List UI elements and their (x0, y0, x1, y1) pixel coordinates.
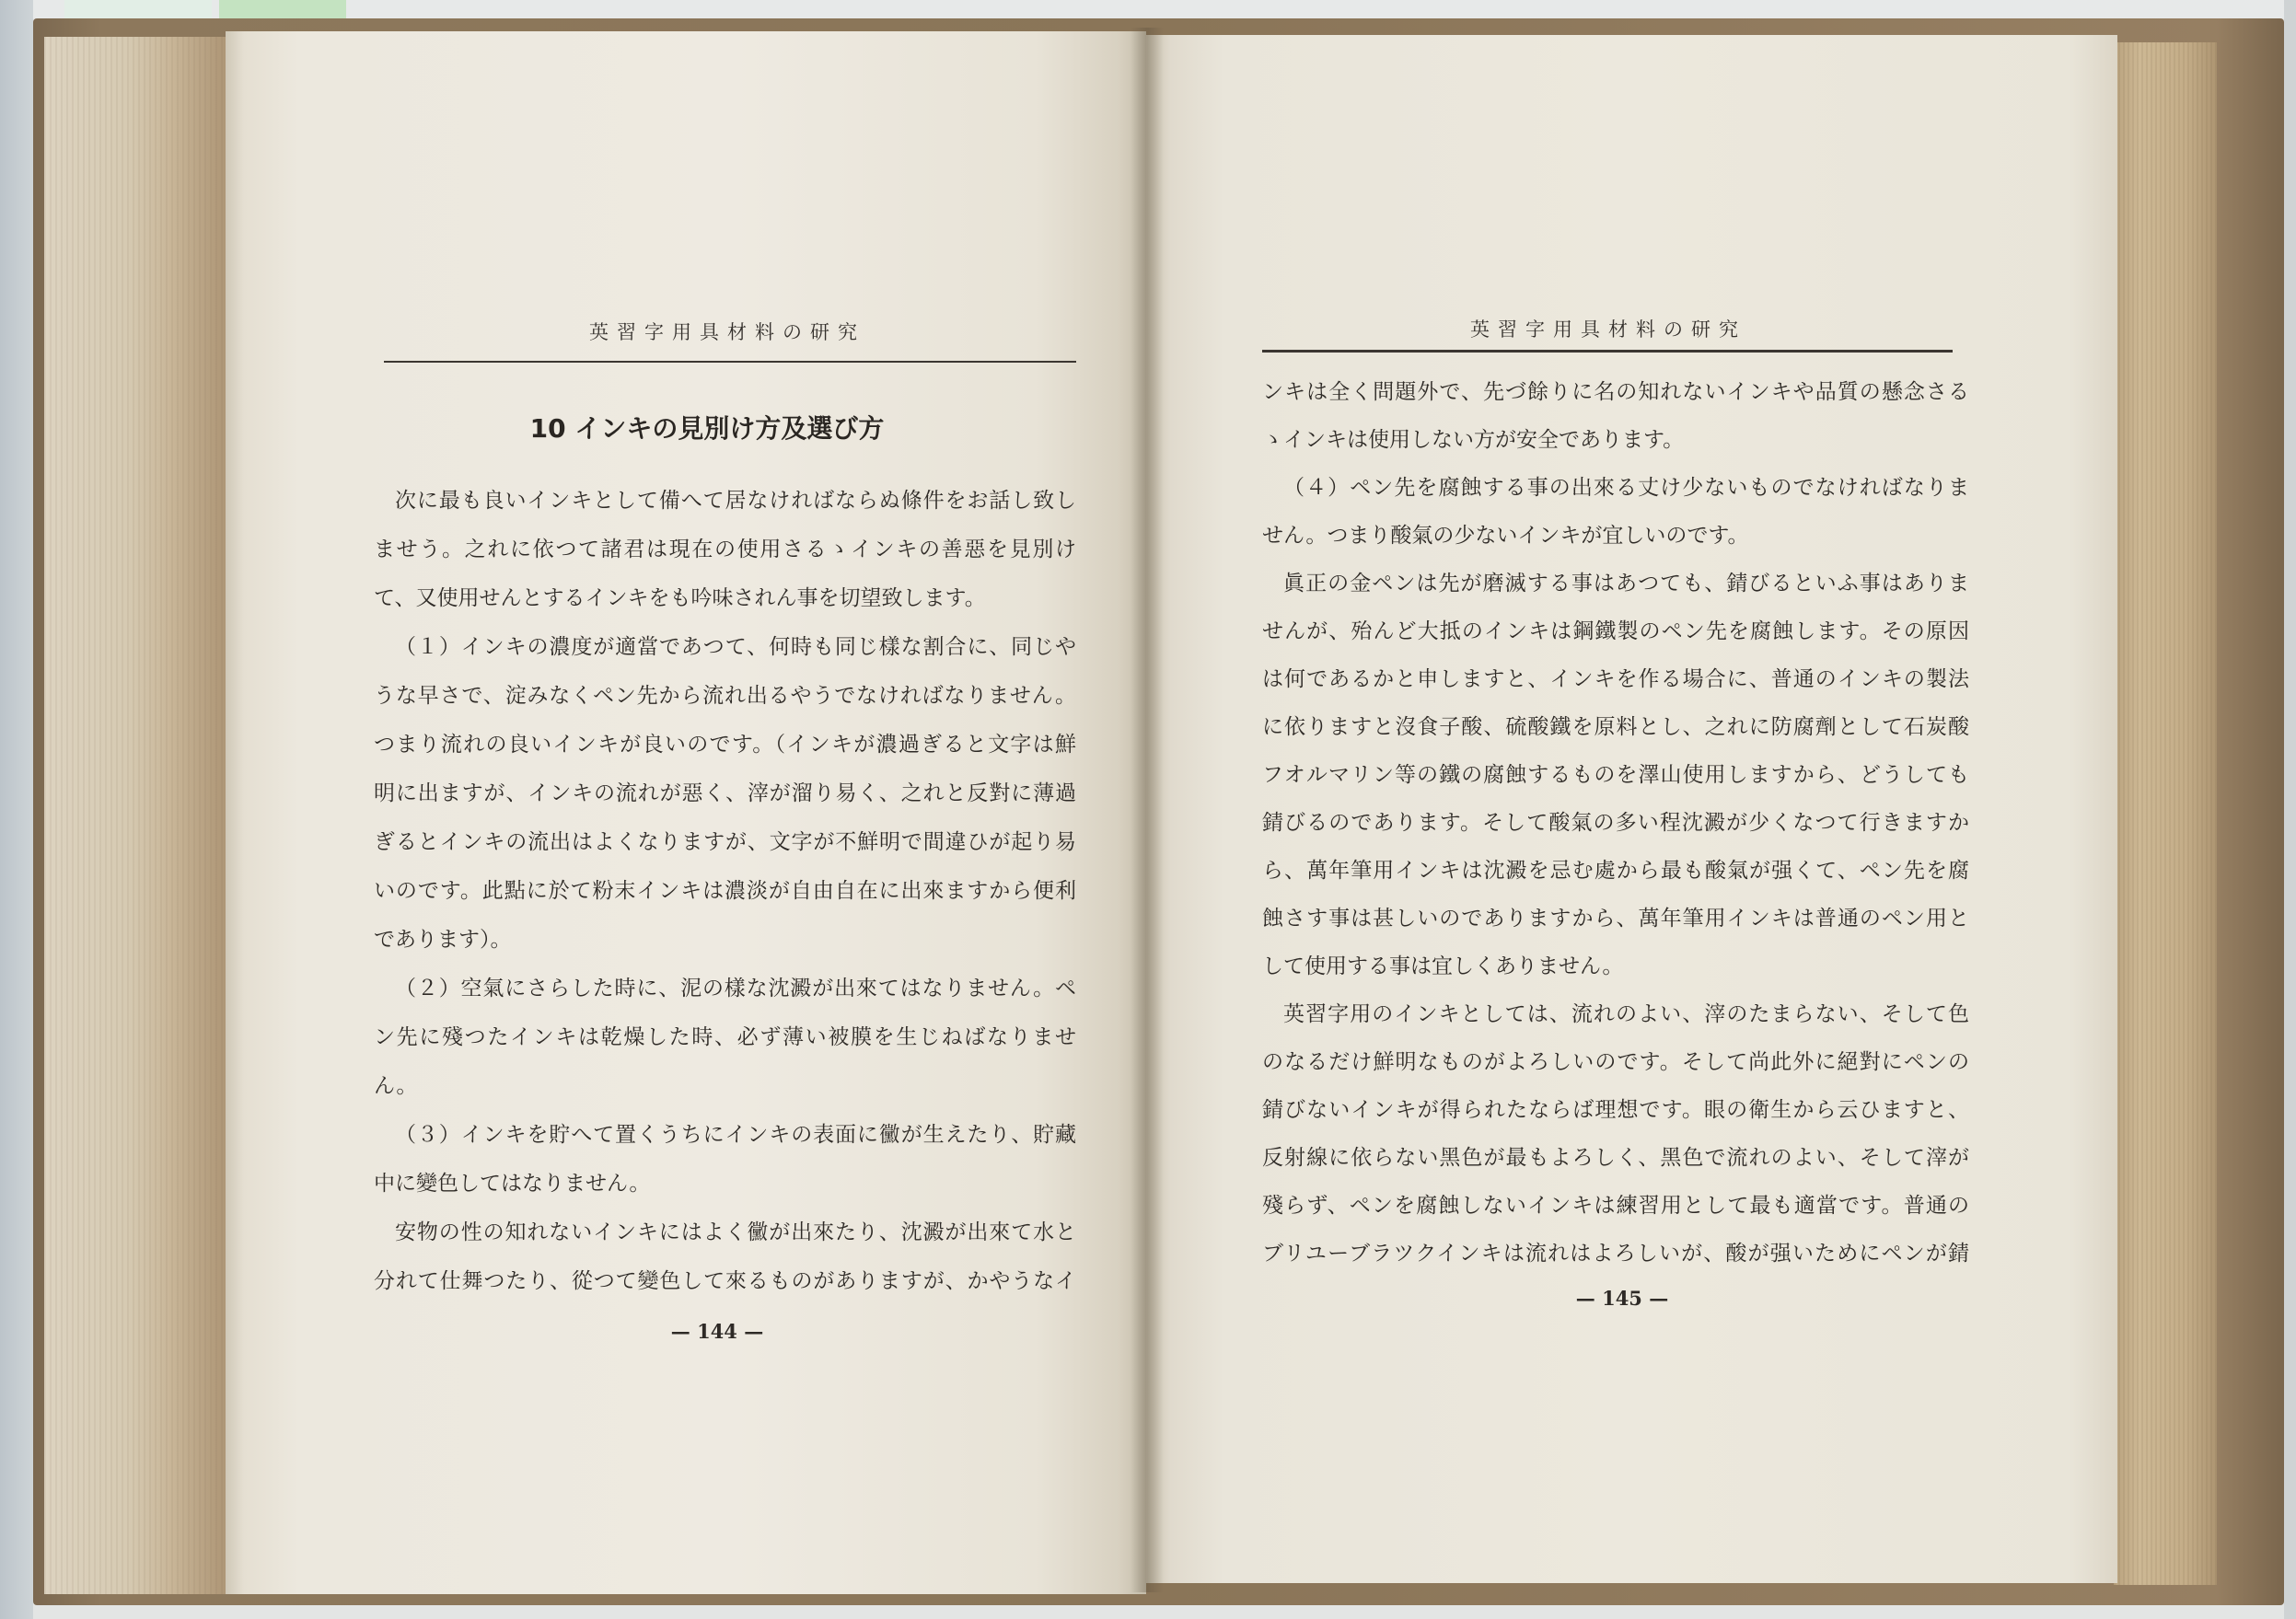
text-line: （２）空氣にさらした時に、泥の樣な沈澱が出來てはなりません。ペ (395, 977, 1076, 1000)
paragraph (1262, 464, 1969, 560)
text-line: つまり流れの良いインキが良いのです。（インキが濃過ぎると文字は鮮 (374, 733, 1076, 757)
paragraph (374, 623, 1076, 965)
text-line: ブリユーブラツクインキは流れはよろしいが、酸が强いためにペンが錆 (1262, 1242, 1969, 1266)
paragraph (374, 1208, 1076, 1306)
section-title: 10 インキの見別け方及選び方 (529, 413, 885, 444)
text-line: 安物の性の知れないインキにはよく黴が出來たり、沈澱が出來て水と (395, 1220, 1076, 1244)
text-line: して使用する事は宜しくありません。 (1262, 954, 1624, 978)
text-line: 錆びないインキが得られたならば理想です。眼の衛生から云ひますと、 (1262, 1098, 1969, 1122)
page-body (374, 477, 1076, 1306)
paragraph (374, 1111, 1076, 1208)
text-line: いのです。此點に於て粉末インキは濃淡が自由自在に出來ますから便利 (374, 879, 1076, 903)
paragraph (1262, 368, 1969, 464)
text-line: 分れて仕舞つたり、從つて變色して來るものがありますが、かやうなイ (374, 1269, 1076, 1293)
text-line: て、又使用せんとするインキをも吟味されん事を切望致します。 (374, 586, 986, 610)
gutter-shadow (1131, 28, 1164, 1592)
text-line: 蝕さす事は甚しいのでありますから、萬年筆用インキは普通のペン用と (1262, 907, 1969, 931)
text-line: 中に變色してはなりません。 (374, 1172, 651, 1196)
text-line: は何であるかと申しますと、インキを作る場合に、普通のインキの製法 (1262, 667, 1969, 691)
text-line: （３）インキを貯へて置くうちにインキの表面に黴が生えたり、貯藏 (395, 1123, 1076, 1147)
text-line: うな早さで、淀みなくペン先から流れ出るやうでなければなりません。 (374, 684, 1076, 708)
page-body (1262, 368, 1969, 1278)
text-line: せん。つまり酸氣の少ないインキが宜しいのです。 (1262, 524, 1749, 548)
text-line: （４）ペン先を腐蝕する事の出來る丈け少ないものでなければなりま (1283, 476, 1969, 500)
paragraph (374, 965, 1076, 1111)
text-line: ンキは全く問題外で、先づ餘りに名の知れないインキや品質の懸念さる (1262, 380, 1969, 404)
header-rule (1262, 350, 1953, 353)
text-line: 錆びるのであります。そして酸氣の多い程沈澱が少くなつて行きますか (1262, 811, 1969, 835)
text-line: 明に出ますが、インキの流れが惡く、滓が溜り易く、之れと反對に薄過 (374, 781, 1076, 805)
paragraph (1262, 560, 1969, 990)
text-line: 反射線に依らない黑色が最もよろしく、黑色で流れのよい、そして滓が (1262, 1146, 1969, 1170)
text-line: のなるだけ鮮明なものがよろしいのです。そして尚此外に絕對にペンの (1262, 1050, 1969, 1074)
text-line: であります）。 (374, 928, 512, 952)
right-page-edges (2114, 42, 2217, 1585)
text-line: （１）インキの濃度が適當であつて、何時も同じ樣な割合に、同じや (395, 635, 1076, 659)
text-line: 殘らず、ペンを腐蝕しないインキは練習用として最も適當です。普通の (1262, 1194, 1969, 1218)
table-surface-right (2284, 0, 2296, 1619)
running-header: 英習字用具材料の研究 (589, 321, 865, 343)
text-line: 眞正の金ペンは先が磨滅する事はあつても、錆びるといふ事はありま (1283, 572, 1969, 596)
text-line: ぎるとインキの流出はよくなりますが、文字が不鮮明で間違ひが起り易 (374, 830, 1076, 854)
text-line: に依りますと沒食子酸、硫酸鐵を原料とし、之れに防腐劑として石炭酸 (1262, 715, 1969, 739)
header-rule (384, 361, 1076, 363)
paragraph (374, 477, 1076, 623)
text-line: 英習字用のインキとしては、流れのよい、滓のたまらない、そして色 (1283, 1002, 1969, 1026)
table-surface-left (0, 0, 33, 1619)
left-page-edges (44, 37, 227, 1594)
text-line: ら、萬年筆用インキは沈澱を忌む處から最も酸氣が强くて、ペン先を腐 (1262, 859, 1969, 883)
text-line: せんが、殆んど大抵のインキは鋼鐵製のペン先を腐蝕します。その原因 (1262, 619, 1969, 643)
text-line: ン先に殘つたインキは乾燥した時、必ず薄い被膜を生じねばなりませ (374, 1025, 1076, 1049)
text-line: ゝインキは使用しない方が安全であります。 (1262, 428, 1685, 452)
text-line: ませう。之れに依つて諸君は現在の使用さるゝインキの善惡を見別け (374, 538, 1076, 561)
text-line: ん。 (374, 1074, 418, 1098)
running-header: 英習字用具材料の研究 (1470, 318, 1746, 341)
page-number: — 144 — (670, 1320, 764, 1343)
text-line: フオルマリン等の鐵の腐蝕するものを澤山使用しますから、どうしても (1262, 763, 1969, 787)
page-number: — 145 — (1575, 1287, 1669, 1310)
paragraph (1262, 990, 1969, 1278)
text-line: 次に最も良いインキとして備へて居なければならぬ條件をお話し致し (395, 489, 1076, 513)
